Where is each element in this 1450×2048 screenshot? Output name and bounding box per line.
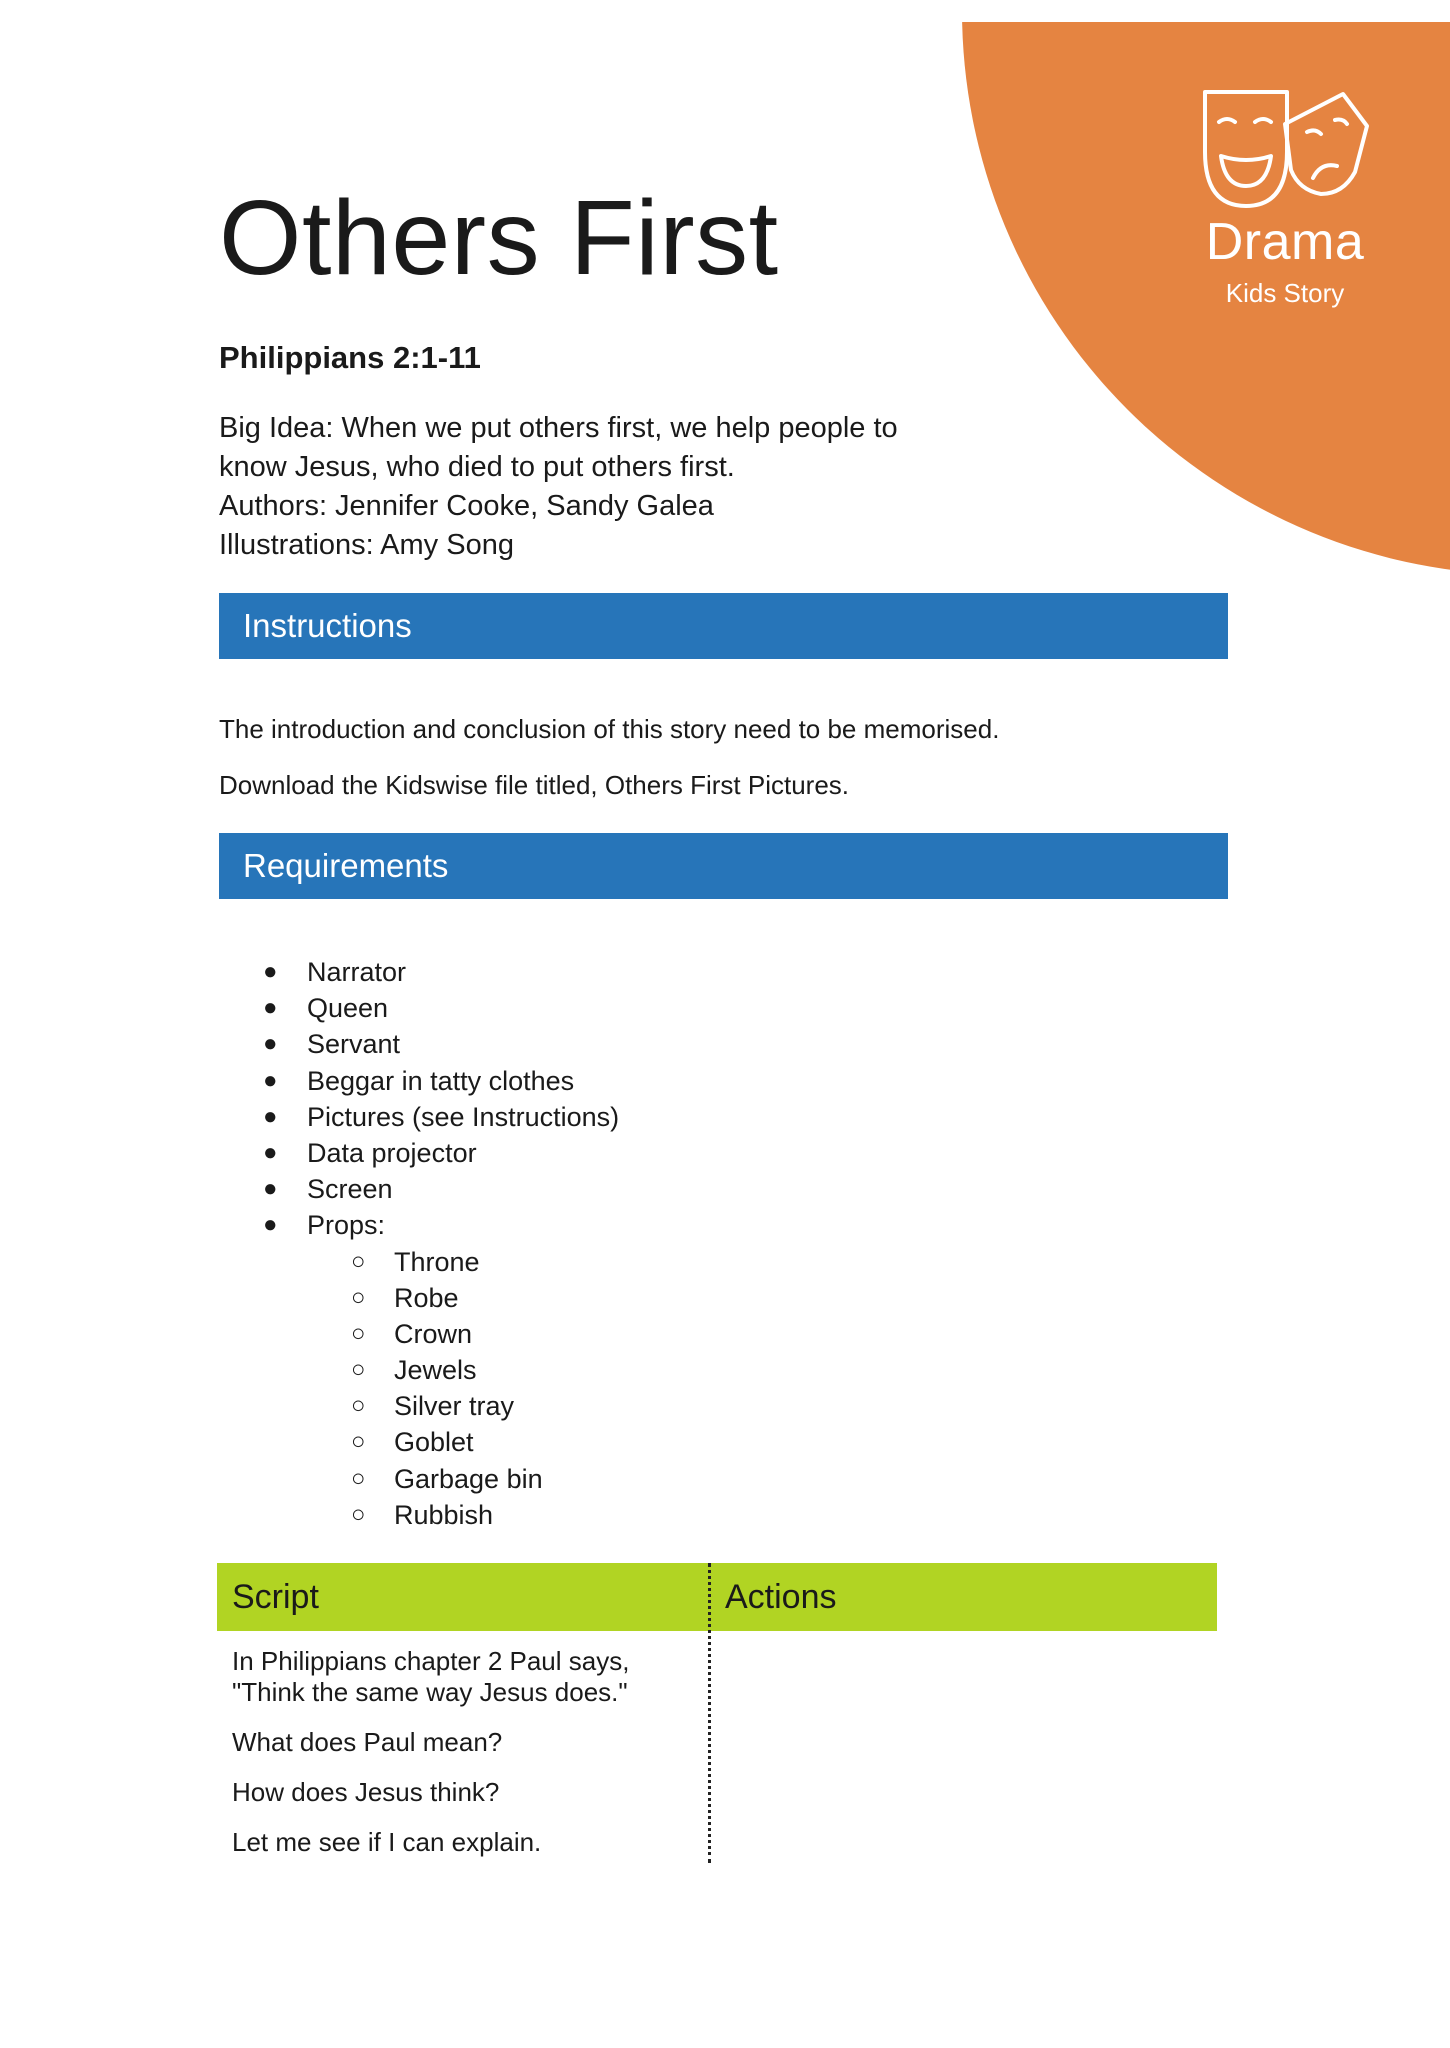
script-line: How does Jesus think? (232, 1777, 500, 1807)
bullet-icon: ● (263, 958, 278, 985)
script-line: Let me see if I can explain. (232, 1827, 542, 1857)
bullet-icon: ● (263, 994, 278, 1022)
list-item: ● Beggar in tatty clothes (0, 1063, 619, 1099)
circle-bullet-icon: ○ (351, 1464, 366, 1492)
bullet-icon: ● (263, 1175, 278, 1203)
prop-item: ○ Goblet (0, 1424, 619, 1460)
circle-bullet-icon: ○ (351, 1392, 366, 1420)
top-margin (962, 0, 1450, 22)
prop-item: ○ Crown (0, 1316, 619, 1352)
column-divider (708, 1563, 711, 1863)
instructions-paragraph-download: Download the Kidswise file titled, Others First Pictures. (219, 770, 850, 800)
prop-item: ○ Rubbish (0, 1497, 619, 1533)
list-item: ● Pictures (see Instructions) (0, 1099, 619, 1135)
story-info (219, 409, 898, 565)
script-table-header (217, 1563, 1217, 1631)
bullet-icon: ● (263, 1102, 278, 1130)
requirements-list (0, 954, 619, 1533)
list-item: ● Data projector (0, 1135, 619, 1171)
bullet-icon: ● (263, 1211, 278, 1239)
bullet-icon: ● (263, 1138, 278, 1166)
scripture-reference: Philippians 2:1-11 (219, 340, 481, 375)
actions-column-header: Actions (725, 1578, 837, 1616)
bullet-icon: ● (263, 1066, 278, 1094)
circle-bullet-icon: ○ (351, 1428, 366, 1456)
page-title: Others First (219, 179, 779, 297)
requirements-heading: Requirements (219, 833, 1228, 899)
list-item: ● Narrator (0, 954, 619, 990)
drama-badge (1180, 82, 1390, 309)
badge-title: Drama (1205, 213, 1365, 271)
circle-bullet-icon: ○ (351, 1356, 366, 1384)
circle-bullet-icon: ○ (351, 1283, 366, 1311)
badge-subtitle: Kids Story (1225, 278, 1345, 308)
prop-item: ○ Silver tray (0, 1388, 619, 1424)
circle-bullet-icon: ○ (351, 1500, 366, 1528)
instructions-heading: Instructions (219, 593, 1228, 659)
script-column (232, 1646, 692, 1877)
bullet-icon: ● (263, 1030, 278, 1058)
list-item: ● Props: (0, 1207, 619, 1243)
theatre-masks-icon (1195, 82, 1375, 212)
prop-item: ○ Throne (0, 1244, 619, 1280)
prop-item: ○ Garbage bin (0, 1461, 619, 1497)
big-idea-line-2: know Jesus, who died to put others first. (219, 451, 735, 483)
authors-line: Authors: Jennifer Cooke, Sandy Galea (219, 490, 714, 522)
list-item: ● Servant (0, 1026, 619, 1062)
prop-item: ○ Robe (0, 1280, 619, 1316)
script-line: In Philippians chapter 2 Paul says, "Think the same way Jesus does." (232, 1646, 630, 1707)
circle-bullet-icon: ○ (351, 1247, 366, 1275)
instructions-paragraph-memorise: The introduction and conclusion of this story need to be memorised. (219, 714, 1000, 744)
big-idea-line-1: Big Idea: When we put others first, we help people to (219, 412, 898, 444)
prop-item: ○ Jewels (0, 1352, 619, 1388)
list-item: ● Screen (0, 1171, 619, 1207)
circle-bullet-icon: ○ (351, 1319, 366, 1347)
illustrations-line: Illustrations: Amy Song (219, 529, 514, 561)
script-column-header: Script (232, 1578, 319, 1616)
list-item: ● Queen (0, 990, 619, 1026)
script-line: What does Paul mean? (232, 1727, 503, 1757)
